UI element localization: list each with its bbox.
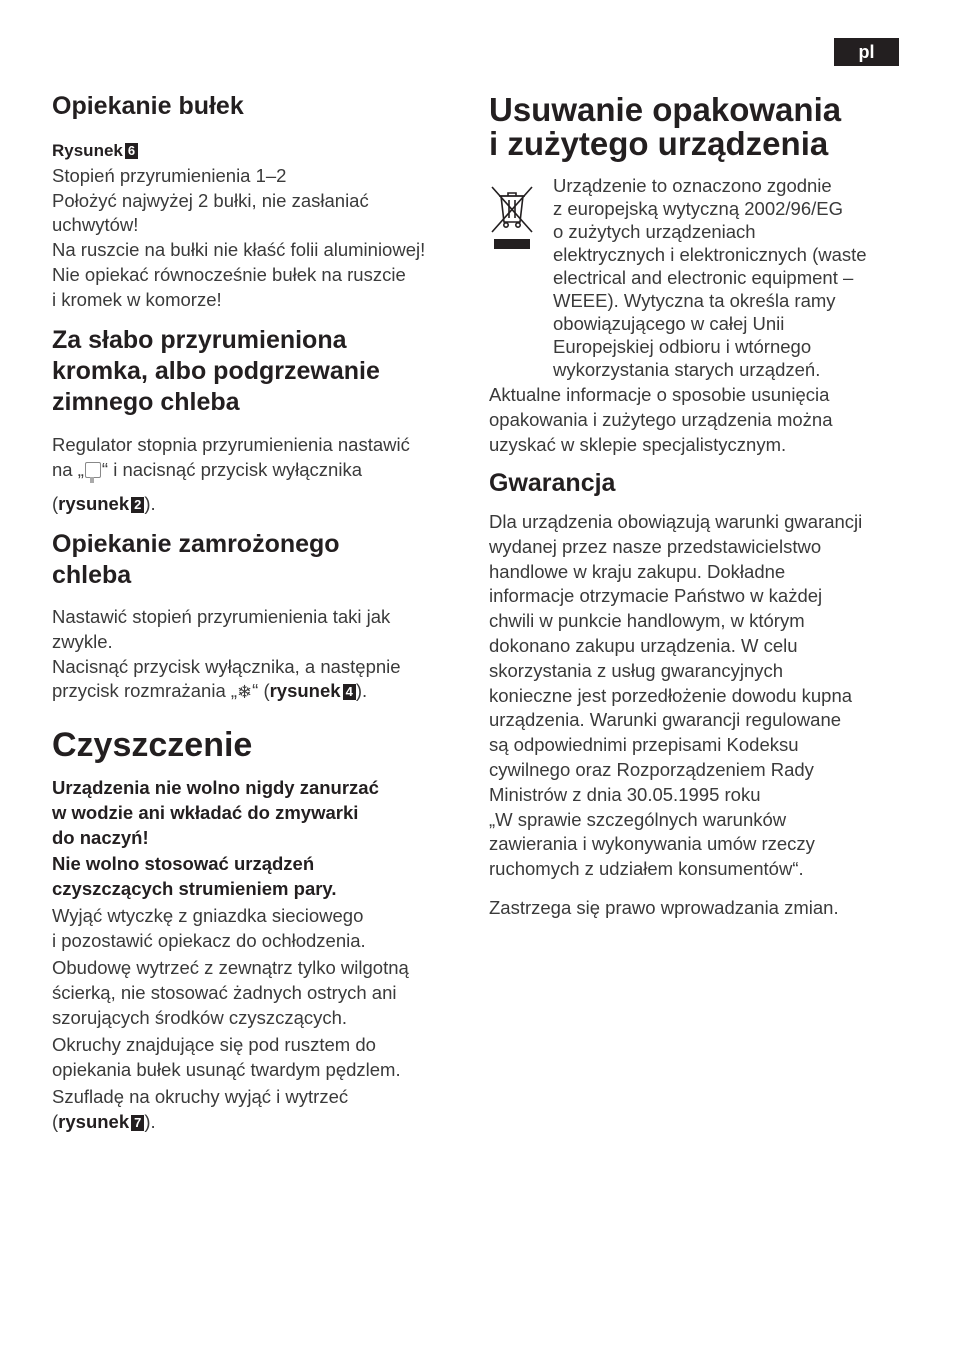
text-line: ścierką, nie stosować żadnych ostrych ani — [52, 981, 397, 1003]
text-line: uzyskać w sklepie specjalistycznym. — [489, 433, 787, 455]
cleaning-housing — [52, 956, 409, 1030]
heading-opiekanie-zamrozonego — [52, 529, 340, 591]
text-line: Urządzenie to oznaczono zgodnie — [553, 175, 832, 196]
figure-ref-label: rysunek — [269, 680, 341, 702]
figure-ref-label: rysunek — [58, 1110, 130, 1132]
opiekanie-bulek-body — [52, 138, 425, 313]
text-line: opiekania bułek usunąć twardym pędzlem. — [52, 1058, 401, 1080]
text-line: Nastawić stopień przyrumienienia taki jak — [52, 606, 391, 627]
heading-usuwanie-opakowania — [489, 93, 841, 161]
crossed-out-wheelie-bin-icon — [489, 182, 535, 252]
text-line: ruchomych z udziałem konsumentów“. — [489, 858, 804, 880]
figure-number-badge: 7 — [131, 1115, 144, 1131]
text-line: szorujących środków czyszczących. — [52, 1006, 348, 1028]
text-line: Stopień przyrumienienia 1–2 — [52, 164, 287, 186]
heading-line: zimnego chleba — [52, 388, 240, 416]
toast-setting-icon — [85, 462, 101, 478]
text-line: skorzystania z usług gwarancyjnych — [489, 659, 784, 681]
text-line: Aktualne informacje o sposobie usunięcia — [489, 384, 830, 405]
text-line: handlowe w kraju zakupu. Dokładne — [489, 560, 786, 582]
text-fragment: ). — [144, 1110, 156, 1132]
heading-line: Opiekanie zamrożonego — [52, 530, 340, 558]
text-fragment: ( — [52, 493, 59, 514]
text-line: Europejskiej odbioru i wtórnego — [553, 336, 812, 357]
language-tab: pl — [834, 38, 899, 66]
text-fragment: ). — [355, 680, 368, 702]
weee-description — [553, 174, 903, 381]
text-fragment: ( — [52, 1110, 59, 1132]
warning-line: czyszczących strumieniem pary. — [52, 877, 337, 899]
text-line: uchwytów! — [52, 214, 139, 236]
text-line: Na ruszcie na bułki nie kłaść folii aluminiowej! — [52, 239, 426, 261]
text-line: Szufladę na okruchy wyjąć i wytrzeć — [52, 1086, 349, 1107]
warning-no-immersion — [52, 776, 379, 850]
heading-line: i zużytego urządzenia — [489, 125, 829, 162]
text-line: Wyjąć wtyczkę z gniazdka sieciowego — [52, 905, 364, 926]
text-fragment: “ i nacisnąć przycisk wyłącznika — [101, 459, 362, 480]
heading-line: chleba — [52, 561, 132, 589]
warning-line: Nie wolno stosować urządzeń — [52, 853, 315, 874]
text-line: są odpowiednimi przepisami Kodeksu — [489, 734, 799, 756]
text-line: dokonano zakupu urządzenia. W celu — [489, 634, 798, 656]
text-line: Regulator stopnia przyrumienienia nastawić — [52, 434, 410, 455]
warranty-body — [489, 510, 862, 882]
text-line: Obudowę wytrzeć z zewnątrz tylko wilgotną — [52, 957, 409, 978]
text-line: Okruchy znajdujące się pod rusztem do — [52, 1034, 376, 1055]
text-line: obowiązującego w całej Unii — [553, 313, 785, 334]
text-line: cywilnego oraz Rozporządzeniem Rady — [489, 758, 814, 780]
text-line: zawierania i wykonywania umów rzeczy — [489, 833, 815, 855]
heading-line: Usuwanie opakowania — [489, 91, 842, 128]
warning-line: w wodzie ani wkładać do zmywarki — [52, 801, 359, 823]
text-line: o zużytych urządzeniach — [553, 221, 756, 242]
figure-number-badge: 2 — [131, 497, 144, 513]
disposal-info — [489, 383, 833, 457]
text-line: wydanej przez nasze przedstawicielstwo — [489, 535, 822, 557]
text-line: Nacisnąć przycisk wyłącznika, a następnie — [52, 655, 401, 677]
text-line: Położyć najwyżej 2 bułki, nie zasłaniać — [52, 189, 369, 211]
heading-gwarancja: Gwarancja — [489, 469, 616, 497]
text-fragment: “ ( — [252, 680, 270, 702]
figure-ref-label: Rysunek — [52, 141, 123, 160]
text-fragment: przycisk rozmrażania „ — [52, 680, 238, 702]
text-line: electrical and electronic equipment – — [553, 267, 854, 288]
heading-za-slabo-przyrumieniona — [52, 325, 380, 418]
text-line: i pozostawić opiekacz do ochłodzenia. — [52, 929, 366, 951]
change-notice: Zastrzega się prawo wprowadzania zmian. — [489, 897, 839, 918]
text-line: wykorzystania starych urządzeń. — [553, 359, 821, 380]
cleaning-crumbs — [52, 1033, 401, 1083]
warning-line: do naczyń! — [52, 826, 149, 848]
opiekanie-zamrozonego-body — [52, 605, 401, 705]
text-line: konieczne jest porzedłożenie dowodu kupna — [489, 684, 853, 706]
za-slabo-body — [52, 432, 410, 516]
text-line: WEEE). Wytyczna ta określa ramy — [553, 290, 836, 311]
heading-czyszczenie: Czyszczenie — [52, 726, 253, 764]
text-line: informacje otrzymacie Państwo w każdej — [489, 585, 823, 607]
text-line: elektrycznych i elektronicznych (waste — [553, 244, 867, 265]
cleaning-crumb-tray — [52, 1085, 348, 1135]
heading-line: kromka, albo podgrzewanie — [52, 357, 380, 385]
text-fragment: ). — [144, 493, 156, 514]
figure-number-badge: 6 — [125, 143, 138, 159]
warning-line: Urządzenia nie wolno nigdy zanurzać — [52, 777, 379, 798]
snowflake-defrost-icon: ❄ — [237, 682, 253, 703]
text-line: zwykle. — [52, 630, 113, 652]
text-line: „W sprawie szczególnych warunków — [489, 808, 787, 830]
text-line: i kromek w komorze! — [52, 288, 222, 310]
figure-number-badge: 4 — [343, 684, 356, 700]
text-line: Ministrów z dnia 30.05.1995 roku — [489, 783, 761, 805]
text-line: z europejską wytyczną 2002/96/EG — [553, 198, 843, 219]
warning-no-steam — [52, 852, 337, 902]
figure-ref-label: rysunek — [58, 493, 130, 514]
text-fragment: na „ — [52, 459, 84, 480]
text-line: Nie opiekać równocześnie bułek na ruszcie — [52, 263, 406, 285]
text-line: Dla urządzenia obowiązują warunki gwarancji — [489, 511, 863, 532]
cleaning-unplug — [52, 904, 366, 954]
heading-opiekanie-bulek: Opiekanie bułek — [52, 92, 244, 120]
text-line: chwili w punkcie handlowym, w którym — [489, 610, 805, 632]
heading-line: Za słabo przyrumieniona — [52, 326, 347, 354]
text-line: urządzenia. Warunki gwarancji regulowane — [489, 709, 842, 731]
text-line: opakowania i zużytego urządzenia można — [489, 408, 833, 430]
